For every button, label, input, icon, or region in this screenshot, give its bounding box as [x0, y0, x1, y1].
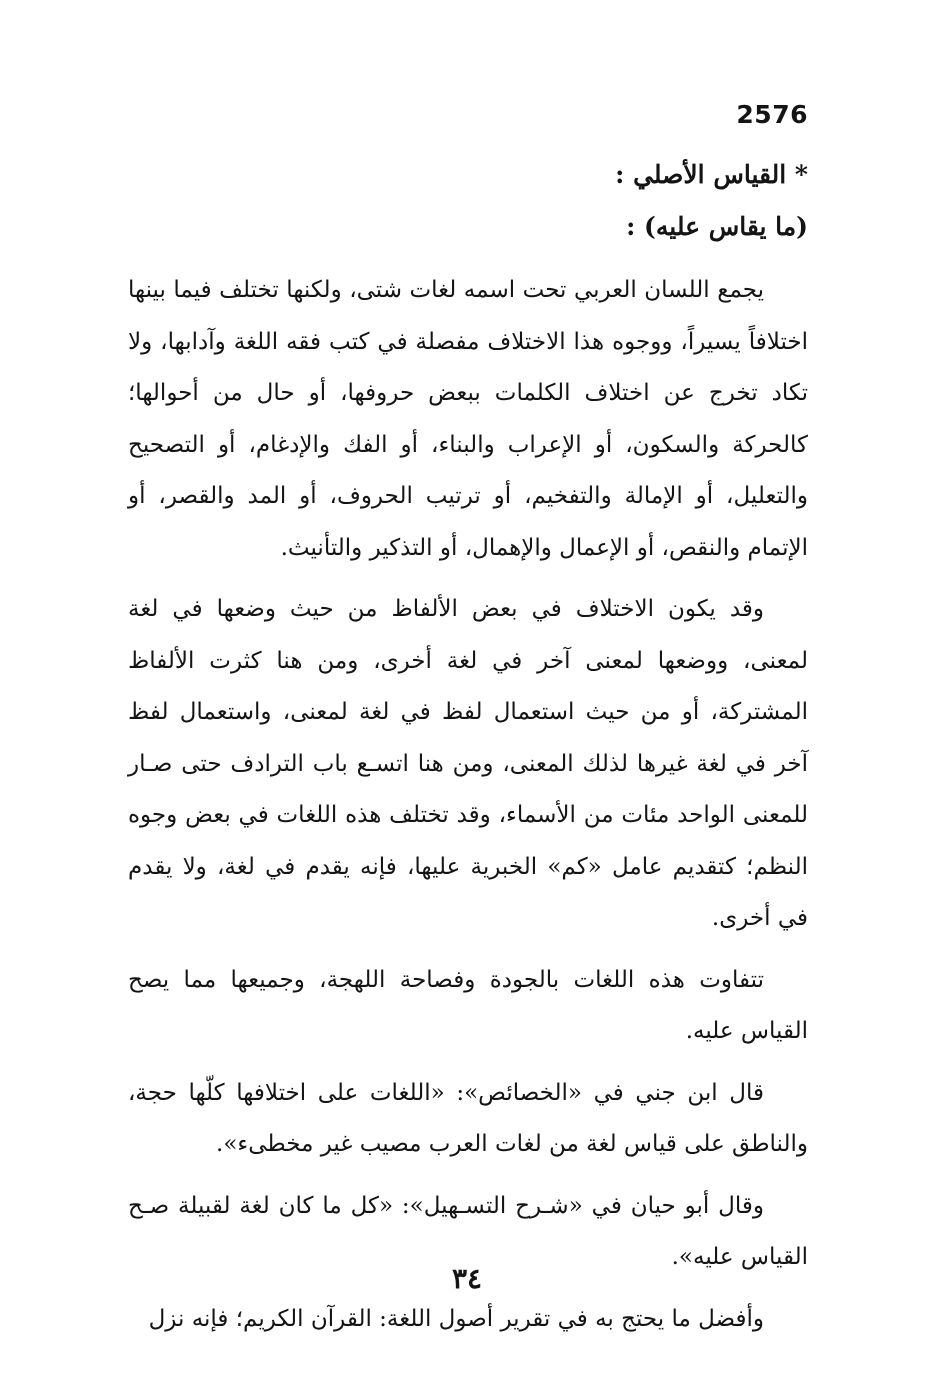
section-heading: * القياس الأصلي : [615, 160, 808, 189]
section-subheading: (ما يقاس عليه) : [626, 212, 808, 241]
paragraph: وأفضل ما يحتج به في تقرير أصول اللغة: القرآن الكريم؛ فإنه نزل [148, 1305, 764, 1332]
footer-page-number: ٣٤ [451, 1262, 483, 1295]
paragraph: يجمع اللسان العربي تحت اسمه لغات شتى، ولكنها تختلف فيما بينها اختلافاً يسيراً، ووجوه هذا الاختلاف مفصلة في كتب فقه اللغة وآدابها، ولا تكاد تخرج عن اختلاف الكلمات ببعض حروفها، أو حال من أحوالها؛ كالحركة والسكون، أو الإعراب والبناء، أو الفك والإدغام، أو التصحيح والتعليل، أو الإمالة والتفخيم، أو ترتيب الحروف، أو المد والقصر، أو الإتمام والنقص، أو الإعمال والإهمال، أو التذكير والتأنيث. [128, 277, 808, 561]
body-text [128, 265, 808, 1355]
paragraph: تتفاوت هذه اللغات بالجودة وفصاحة اللهجة، وجميعها مما يصح القياس عليه. [128, 966, 808, 1044]
paragraph: قال ابن جني في «الخصائص»: «اللغات على اختلافها كلّها حجة، والناطق على قياس لغة من لغات العرب مصيب غير مخطىء». [128, 1079, 808, 1157]
page-number: 2576 [736, 100, 808, 129]
paragraph: وقد يكون الاختلاف في بعض الألفاظ من حيث وضعها في لغة لمعنى، ووضعها لمعنى آخر في لغة أخرى، ومن هنا كثرت الألفاظ المشتركة، أو من حيث استعمال لفظ في لغة لمعنى، واستعمال لفظ آخر في لغة غيرها لذلك المعنى، ومن هنا اتسـع باب الترادف حتى صـار للمعنى الواحد مئات من الأسماء، وقد تختلف هذه اللغات في بعض وجوه النظم؛ كتقديم عامل «كم» الخبرية عليها، فإنه يقدم في لغة، ولا يقدم في أخرى. [128, 596, 808, 931]
paragraph: وقال أبو حيان في «شـرح التسـهيل»: «كل ما كان لغة لقبيلة صـح القياس عليه». [128, 1192, 808, 1270]
